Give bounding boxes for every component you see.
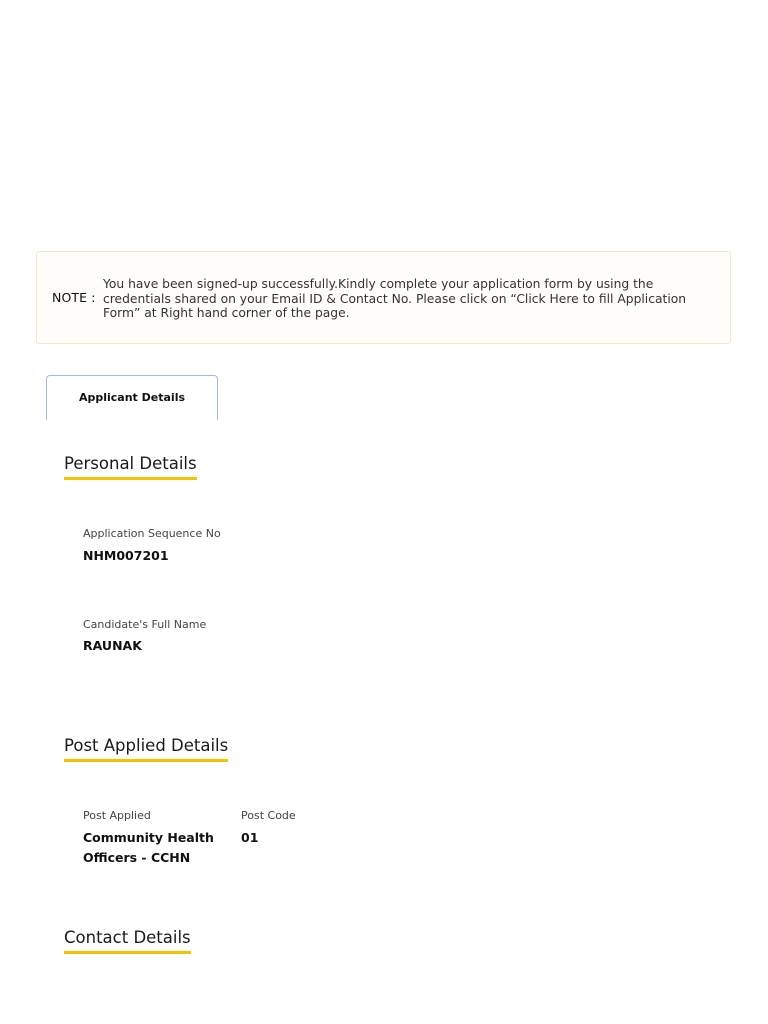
tab-applicant-details[interactable]: [46, 375, 218, 420]
post-code-value: 01: [241, 830, 259, 845]
contact-details-heading: Contact Details: [64, 927, 191, 954]
sequence-no-value: NHM007201: [83, 548, 169, 563]
post-applied-details-heading: Post Applied Details: [64, 735, 228, 762]
tab-label: Applicant Details: [78, 391, 186, 404]
sequence-no-label: Application Sequence No: [83, 527, 221, 540]
note-label: NOTE :: [52, 290, 96, 305]
tab-strip: [46, 375, 218, 420]
post-applied-label: Post Applied: [83, 809, 151, 822]
full-name-label: Candidate's Full Name: [83, 618, 207, 631]
post-code-label: Post Code: [241, 809, 296, 822]
personal-details-heading: Personal Details: [64, 453, 197, 480]
post-applied-value: Community Health Officers - CCHN: [83, 830, 214, 865]
signup-note-box: [36, 251, 731, 344]
note-text: You have been signed-up successfully.Kindly complete your application form by using the credentials shared on your Email ID & Contact No. Please click on “Click Here to fill Application Form” at Right hand corner of the page.: [103, 277, 687, 321]
full-name-value: RAUNAK: [83, 638, 142, 653]
